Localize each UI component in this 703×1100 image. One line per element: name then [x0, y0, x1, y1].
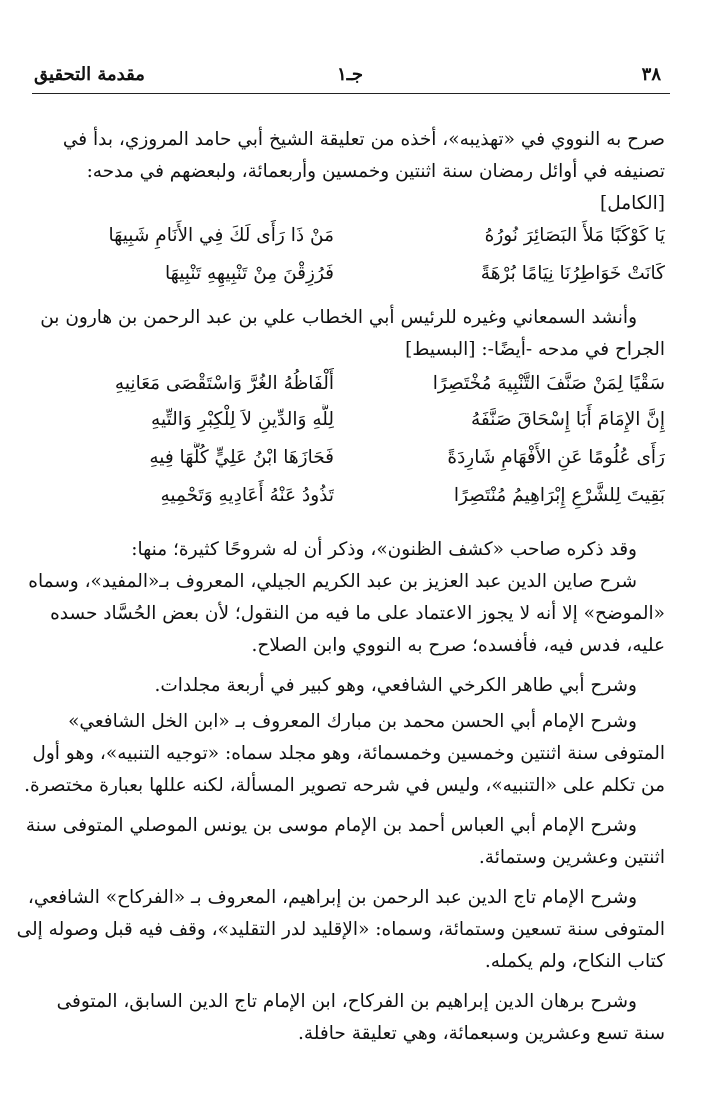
- verse-hemistich: مَنْ ذَا رَأَى لَكَ فِي الأَنَامِ شَبِيهَا: [108, 225, 334, 246]
- verse-hemistich: يَا كَوْكَبًا مَلأَ البَصَائِرَ نُورُهُ: [484, 225, 665, 246]
- text-line: وشرح الإمام أبي العباس أحمد بن الإمام موسى بن يونس الموصلي المتوفى سنة: [25, 815, 637, 836]
- volume-label: جـ١: [336, 64, 364, 85]
- text-line: وشرح برهان الدين إبراهيم بن الفركاح، ابن الإمام تاج الدين السابق، المتوفى: [56, 991, 637, 1012]
- verse-hemistich: إِنَّ الإِمَامَ أَبَا إِسْحَاقَ صَنَّفَهُ: [470, 409, 665, 430]
- text-line: وأنشد السمعاني وغيره للرئيس أبي الخطاب علي بن عبد الرحمن بن هارون بن: [40, 307, 637, 328]
- running-title: مقدمة التحقيق: [34, 64, 145, 85]
- text-line: كتاب النكاح، ولم يكمله.: [484, 951, 665, 972]
- text-line: وقد ذكره صاحب «كشف الظنون»، وذكر أن له شروحًا كثيرة؛ منها:: [131, 539, 637, 560]
- text-line: اثنتين وعشرين وستمائة.: [478, 847, 665, 868]
- verse-hemistich: بَقِيتَ لِلشَّرْعِ إِبْرَاهِيمُ مُنْتَصِرًا: [453, 485, 665, 506]
- verse-hemistich: تَذُودُ عَنْهُ أَعَادِيهِ وَتَحْمِيهِ: [160, 485, 334, 506]
- text-line: المتوفى سنة تسعين وستمائة، وسماه: «الإقليد لدر التقليد»، وقف فيه قبل وصوله إلى: [16, 919, 665, 940]
- verse-hemistich: سَقْيًا لِمَنْ صَنَّفَ التَّنْبِيهَ مُخْتَصِرًا: [432, 373, 665, 394]
- verse-hemistich: فَحَازَهَا ابْنُ عَلِيٍّ كُلَّهَا فِيهِ: [149, 447, 334, 468]
- verse-hemistich: فَرُزِقْنَ مِنْ تَنْبِيهِهِ تَنْبِيهَا: [165, 263, 334, 284]
- text-line: وشرح الإمام أبي الحسن محمد بن مبارك المعروف بـ «ابن الخل الشافعي»: [68, 711, 637, 732]
- verse-hemistich: أَلْفَاظُهُ الغُرَّ وَاسْتَقْصَى مَعَانِيهِ: [114, 373, 334, 394]
- text-line: سنة تسع وعشرين وسبعمائة، وهي تعليقة حافلة.: [297, 1023, 665, 1044]
- text-line: وشرح أبي طاهر الكرخي الشافعي، وهو كبير في أربعة مجلدات.: [154, 675, 637, 696]
- text-line: «الموضح» إلا أنه لا يجوز الاعتماد على ما فيه من النقول؛ لأن بعض الحُسَّاد حسده: [50, 603, 665, 624]
- text-line: وشرح الإمام تاج الدين عبد الرحمن بن إبراهيم، المعروف بـ «الفركاح» الشافعي،: [27, 887, 637, 908]
- text-line: المتوفى سنة اثنتين وخمسين وخمسمائة، وهو مجلد سماه: «توجيه التنبيه»، وهو أول: [32, 743, 665, 764]
- text-line: عليه، فدس فيه، فأفسده؛ صرح به النووي وابن الصلاح.: [251, 635, 665, 656]
- text-line: من تكلم على «التنبيه»، وليس في شرحه تصوير المسألة، لكنه عللها بعبارة مختصرة.: [24, 775, 665, 796]
- text-line: الجراح في مدحه -أيضًا-: [البسيط]: [405, 339, 665, 360]
- verse-hemistich: لِلَّهِ وَالدِّينِ لاَ لِلْكِبْرِ وَالتِّيهِ: [151, 409, 334, 430]
- text-line: شرح صاين الدين عبد العزيز بن عبد الكريم الجيلي، المعروف بـ«المفيد»، وسماه: [28, 571, 637, 592]
- page-number: ٣٨: [641, 64, 661, 85]
- verse-hemistich: كَانَتْ خَوَاطِرُنَا نِيَامًا بُرْهَةً: [480, 263, 665, 284]
- text-line: صرح به النووي في «تهذيبه»، أخذه من تعليقة الشيخ أبي حامد المروزي، بدأ في: [62, 129, 665, 150]
- text-line: تصنيفه في أوائل رمضان سنة اثنتين وخمسين وأربعمائة، ولبعضهم في مدحه:: [86, 161, 665, 182]
- header-rule: [32, 93, 670, 94]
- meter-label: [الكامل]: [600, 193, 665, 214]
- verse-hemistich: رَأَى عُلُومًا عَنِ الأَفْهَامِ شَارِدَةً: [447, 447, 665, 468]
